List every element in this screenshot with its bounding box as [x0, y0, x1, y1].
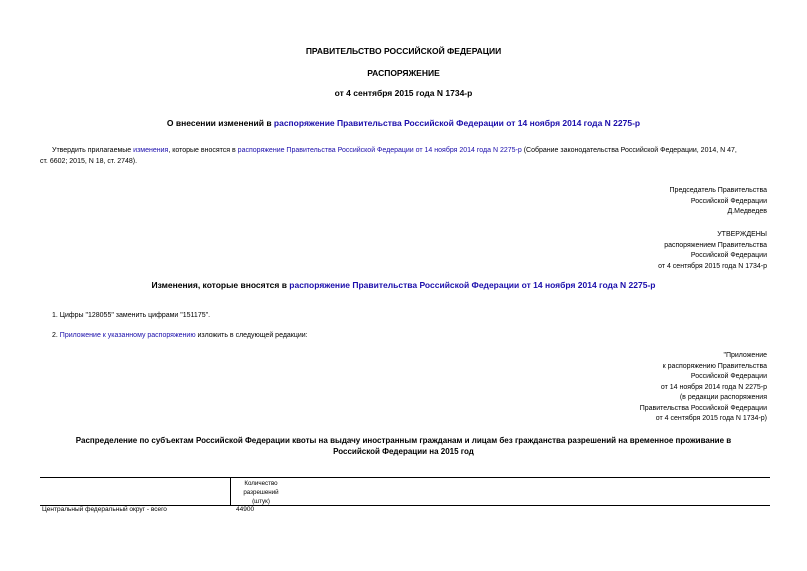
table-row-value: 44900 [236, 506, 255, 513]
signature-line2: Российской Федерации [690, 197, 767, 205]
approved-line4: от 4 сентября 2015 года N 1734-р [658, 262, 767, 270]
appendix-block [640, 351, 767, 425]
doc-title-prefix: О внесении изменений в [166, 118, 274, 128]
signature-line1: Председатель Правительства [669, 187, 767, 194]
table-header-quantity [231, 477, 291, 506]
appendix-line6: Правительства Российской Федерации [639, 404, 767, 412]
change-item-2 [52, 331, 308, 341]
approved-line3: Российской Федерации [690, 252, 767, 259]
order-link[interactable]: распоряжение Правительства Российской Федерации от 14 ноября 2014 года N 2275-р [237, 147, 522, 154]
signature-line3: Д.Медведев [727, 208, 767, 215]
appendix-line3: Российской Федерации [690, 373, 767, 380]
appendix-line4: от 14 ноября 2014 года N 2275-р [660, 383, 767, 391]
changes-title-link[interactable]: распоряжение Правительства Российской Федерации от 14 ноября 2014 года N 2275-р [289, 280, 656, 290]
appendix-line1: "Приложение [723, 352, 767, 359]
table-header-left-cell [40, 477, 231, 505]
approved-line2: распоряжением Правительства [664, 241, 767, 249]
table-row-name: Центральный федеральный округ - всего [42, 506, 167, 513]
approved-block [658, 230, 767, 272]
distribution-title-line2: Российской Федерации на 2015 год [333, 447, 474, 456]
table-header-line2: разрешений [243, 489, 279, 496]
doc-title [0, 118, 807, 128]
appendix-link[interactable]: Приложение к указанному распоряжению [59, 332, 196, 339]
org-name: ПРАВИТЕЛЬСТВО РОССИЙСКОЙ ФЕДЕРАЦИИ [305, 46, 502, 56]
body-paragraph-line2: ст. 6602; 2015, N 18, ст. 2748). [40, 158, 138, 165]
table-header-line3: (штук) [252, 498, 270, 505]
approved-line1: УТВЕРЖДЕНЫ [717, 231, 767, 238]
change-item-1: 1. Цифры "128055" заменить цифрами "151175". [52, 312, 211, 319]
changes-link[interactable]: изменения [133, 147, 169, 154]
doc-type: РАСПОРЯЖЕНИЕ [367, 68, 440, 78]
appendix-line2: к распоряжению Правительства [662, 362, 767, 370]
body-text-b: , которые вносятся в [168, 147, 238, 154]
changes-title [0, 280, 807, 290]
appendix-line5: (в редакции распоряжения [679, 394, 767, 401]
table-header-line1: Количество [244, 480, 278, 487]
change-item-2-num: 2. [52, 332, 60, 339]
distribution-title [0, 435, 807, 457]
appendix-line7: от 4 сентября 2015 года N 1734-р) [655, 415, 767, 422]
doc-title-link[interactable]: распоряжение Правительства Российской Федерации от 14 ноября 2014 года N 2275-р [273, 118, 641, 128]
doc-date-number: от 4 сентября 2015 года N 1734-р [334, 88, 473, 98]
changes-title-prefix: Изменения, которые вносятся в [151, 280, 290, 290]
change-item-2-rest: изложить в следующей редакции: [195, 332, 308, 339]
body-text-c: (Собрание законодательства Российской Федерации, 2014, N 47, [521, 147, 737, 154]
signature-block [670, 186, 767, 218]
distribution-title-line1: Распределение по субъектам Российской Федерации квоты на выдачу иностранным гражданам и лицам без гражданства разрешений на временное проживание в [75, 436, 732, 445]
body-text-a: Утвердить прилагаемые [52, 147, 134, 154]
body-paragraph-line1 [52, 146, 772, 156]
